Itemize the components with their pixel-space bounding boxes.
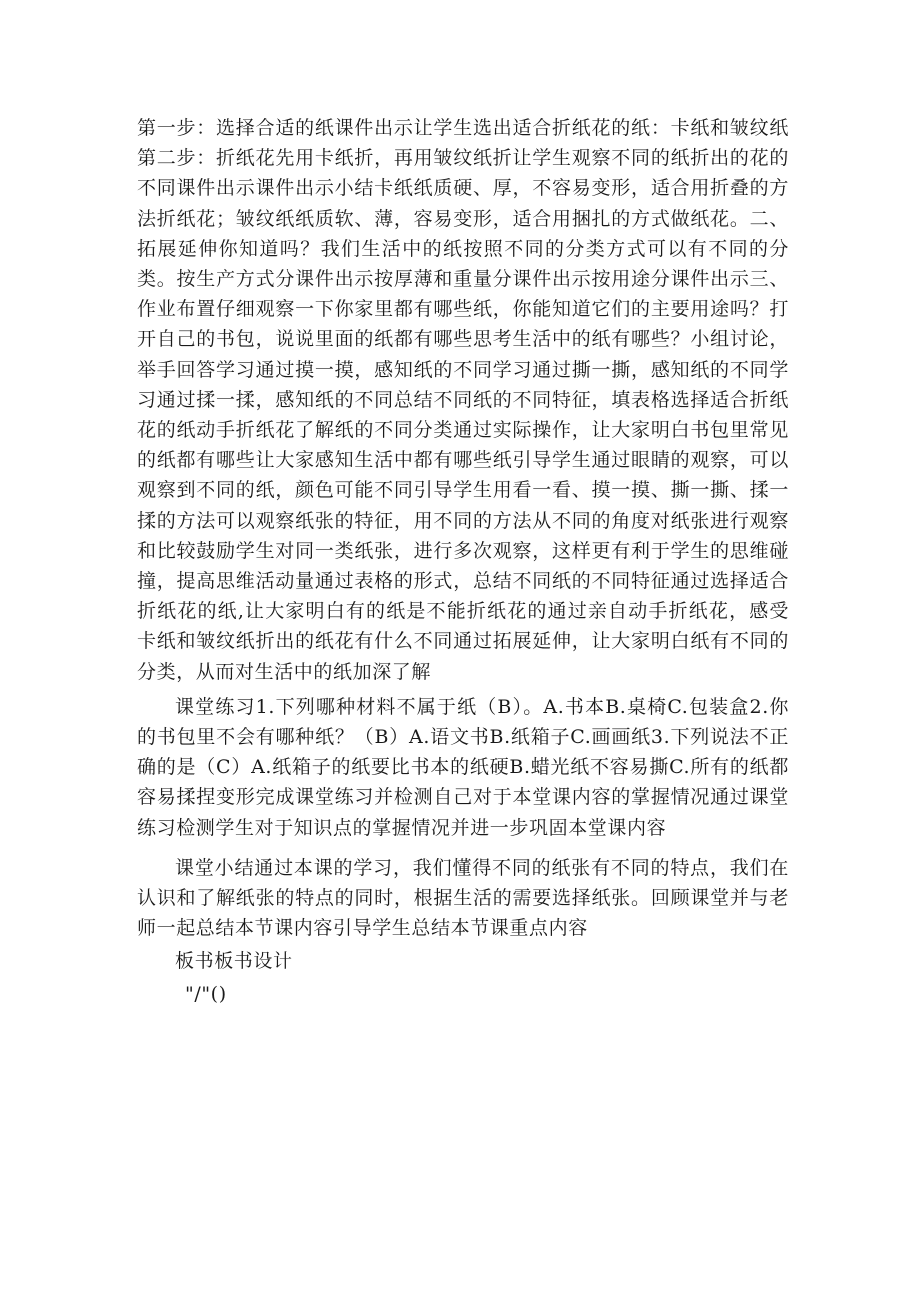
document-body [137,113,789,1009]
body-paragraph-lesson-steps: 第一步：选择合适的纸课件出示让学生选出适合折纸花的纸：卡纸和皱纹纸第二步：折纸花先用卡纸折，再用皱纹纸折让学生观察不同的纸折出的花的不同课件出示课件出示小结卡纸纸质硬、厚，不容易变形，适合用折叠的方法折纸花；皱纹纸纸质软、薄，容易变形，适合用捆扎的方式做纸花。二、拓展延伸你知道吗？我们生活中的纸按照不同的分类方式可以有不同的分类。按生产方式分课件出示按厚薄和重量分课件出示按用途分课件出示三、作业布置仔细观察一下你家里都有哪些纸，你能知道它们的主要用途吗？打开自己的书包，说说里面的纸都有哪些思考生活中的纸有哪些？小组讨论，举手回答学习通过摸一摸，感知纸的不同学习通过撕一撕，感知纸的不同学习通过揉一揉，感知纸的不同总结不同纸的不同特征，填表格选择适合折纸花的纸动手折纸花了解纸的不同分类通过实际操作，让大家明白书包里常见的纸都有哪些让大家感知生活中都有哪些纸引导学生通过眼睛的观察，可以观察到不同的纸，颜色可能不同引导学生用看一看、摸一摸、撕一撕、揉一揉的方法可以观察纸张的特征，用不同的方法从不同的角度对纸张进行观察和比较鼓励学生对同一类纸张，进行多次观察，这样更有利于学生的思维碰撞，提高思维活动量通过表格的形式，总结不同纸的不同特征通过选择适合折纸花的纸,让大家明白有的纸是不能折纸花的通过亲自动手折纸花，感受卡纸和皱纹纸折出的纸花有什么不同通过拓展延伸，让大家明白纸有不同的分类，从而对生活中的纸加深了解 [137,117,789,683]
blackboard-design-heading: 板书板书设计 [175,950,293,973]
body-paragraph-class-summary: 课堂小结通过本课的学习，我们懂得不同的纸张有不同的特点，我们在认识和了解纸张的特点的同时，根据生活的需要选择纸张。回顾课堂并与老师一起总结本节课内容引导学生总结本节课重点内容 [137,856,789,940]
blackboard-design-placeholder: "/"() [185,982,227,1005]
body-paragraph-class-exercise: 课堂练习1.下列哪种材料不属于纸（B）。A.书本B.桌椅C.包装盒2.你的书包里不会有哪种纸？（B）A.语文书B.纸箱子C.画画纸3.下列说法不正确的是（C）A.纸箱子的纸要比书本的纸硬B.蜡光纸不容易撕C.所有的纸都容易揉捏变形完成课堂练习并检测自己对于本堂课内容的掌握情况通过课堂练习检测学生对于知识点的掌握情况并进一步巩固本堂课内容 [137,695,789,839]
